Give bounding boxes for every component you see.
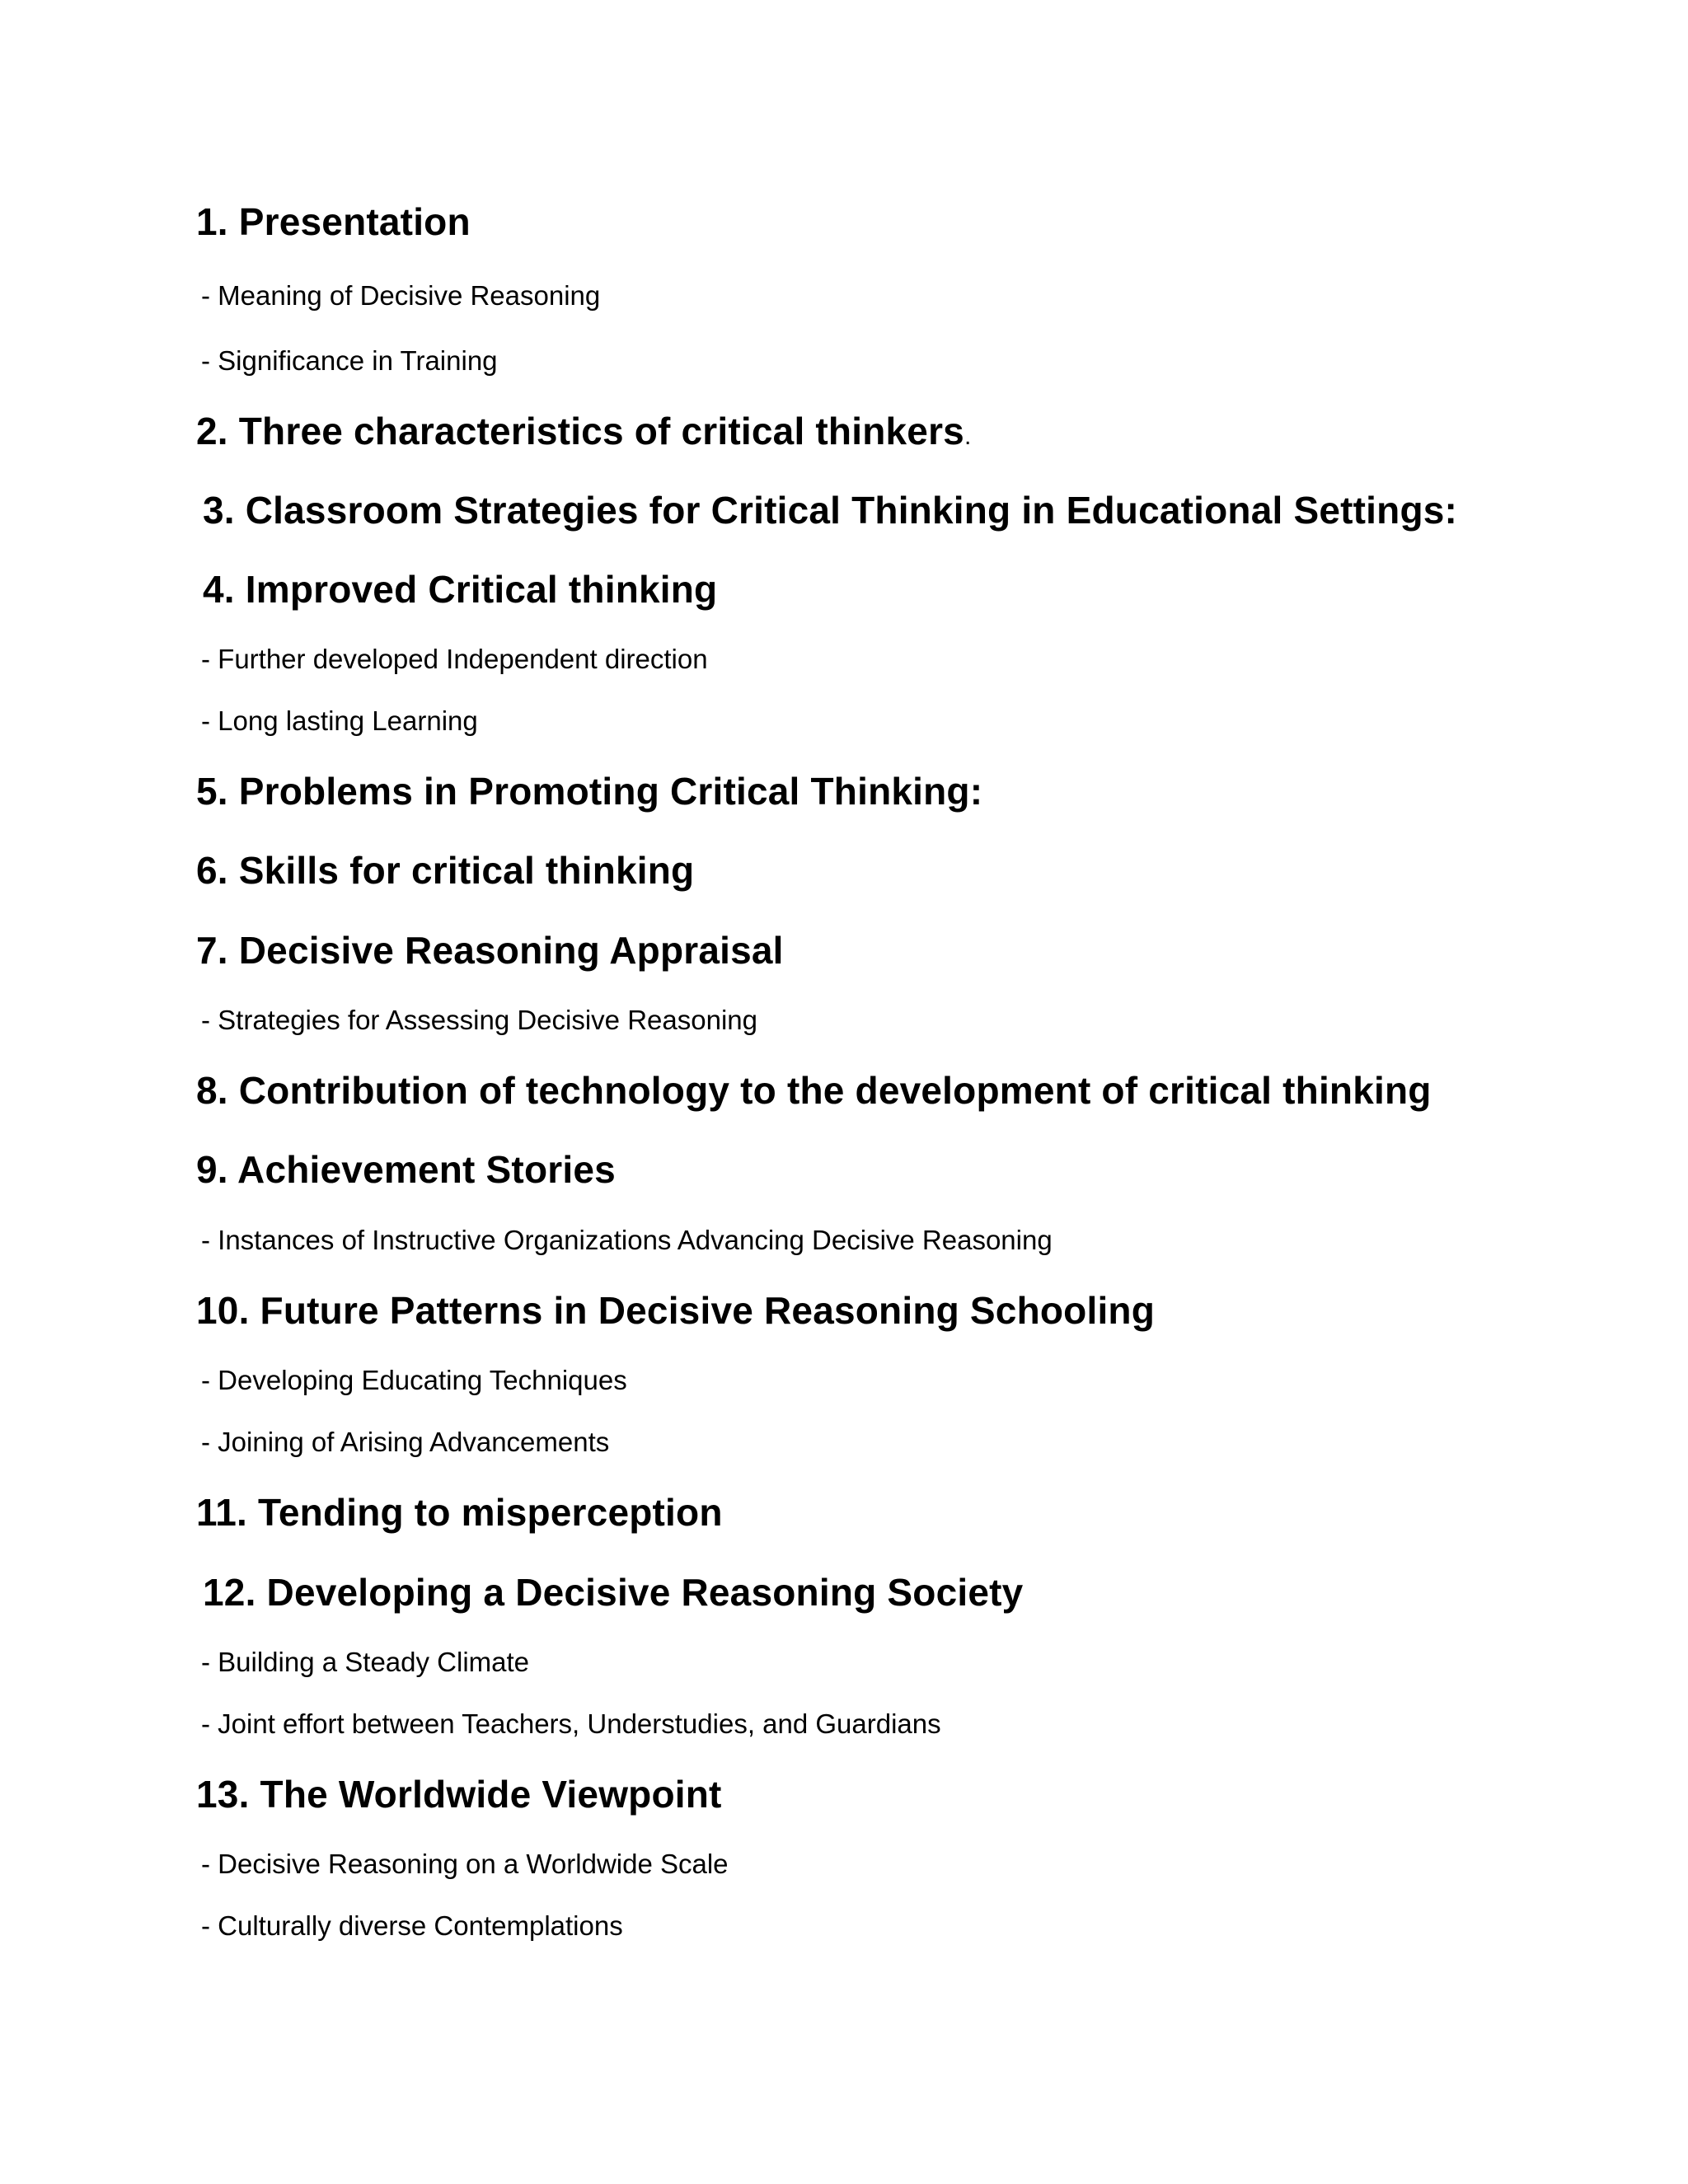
subitem-assessing-strategies: - Strategies for Assessing Decisive Reasoning bbox=[201, 1005, 757, 1035]
subitem-worldwide-scale: - Decisive Reasoning on a Worldwide Scale bbox=[201, 1849, 729, 1879]
subitem-arising-advancements: - Joining of Arising Advancements bbox=[201, 1427, 610, 1457]
heading-problems: 5. Problems in Promoting Critical Thinking: bbox=[196, 770, 983, 813]
subitem-steady-climate: - Building a Steady Climate bbox=[201, 1647, 530, 1677]
subitem-cultural-contemplations: - Culturally diverse Contemplations bbox=[201, 1910, 623, 1941]
subitem-significance: - Significance in Training bbox=[201, 345, 498, 376]
heading-technology-contribution: 8. Contribution of technology to the development of critical thinking bbox=[196, 1069, 1432, 1112]
heading-achievement-stories: 9. Achievement Stories bbox=[196, 1148, 616, 1191]
subitem-educating-techniques: - Developing Educating Techniques bbox=[201, 1365, 627, 1395]
subitem-independent-direction: - Further developed Independent direction bbox=[201, 644, 708, 674]
heading-worldwide-viewpoint: 13. The Worldwide Viewpoint bbox=[196, 1773, 722, 1816]
heading-classroom-strategies: 3. Classroom Strategies for Critical Thinking in Educational Settings: bbox=[203, 489, 1458, 532]
trailing-period: . bbox=[964, 423, 972, 450]
heading-characteristics: 2. Three characteristics of critical thinkers. bbox=[196, 410, 972, 452]
subitem-long-lasting-learning: - Long lasting Learning bbox=[201, 705, 478, 736]
heading-misperception: 11. Tending to misperception bbox=[196, 1491, 723, 1534]
heading-presentation: 1. Presentation bbox=[196, 200, 471, 243]
subitem-meaning: - Meaning of Decisive Reasoning bbox=[201, 280, 601, 311]
subitem-instances: - Instances of Instructive Organizations Advancing Decisive Reasoning bbox=[201, 1225, 1053, 1255]
subitem-joint-effort: - Joint effort between Teachers, Understudies, and Guardians bbox=[201, 1708, 941, 1739]
heading-appraisal: 7. Decisive Reasoning Appraisal bbox=[196, 929, 784, 972]
heading-improved-critical-thinking: 4. Improved Critical thinking bbox=[203, 568, 718, 611]
heading-society: 12. Developing a Decisive Reasoning Society bbox=[203, 1571, 1024, 1614]
heading-skills: 6. Skills for critical thinking bbox=[196, 849, 695, 892]
heading-future-patterns: 10. Future Patterns in Decisive Reasoning Schooling bbox=[196, 1289, 1156, 1332]
